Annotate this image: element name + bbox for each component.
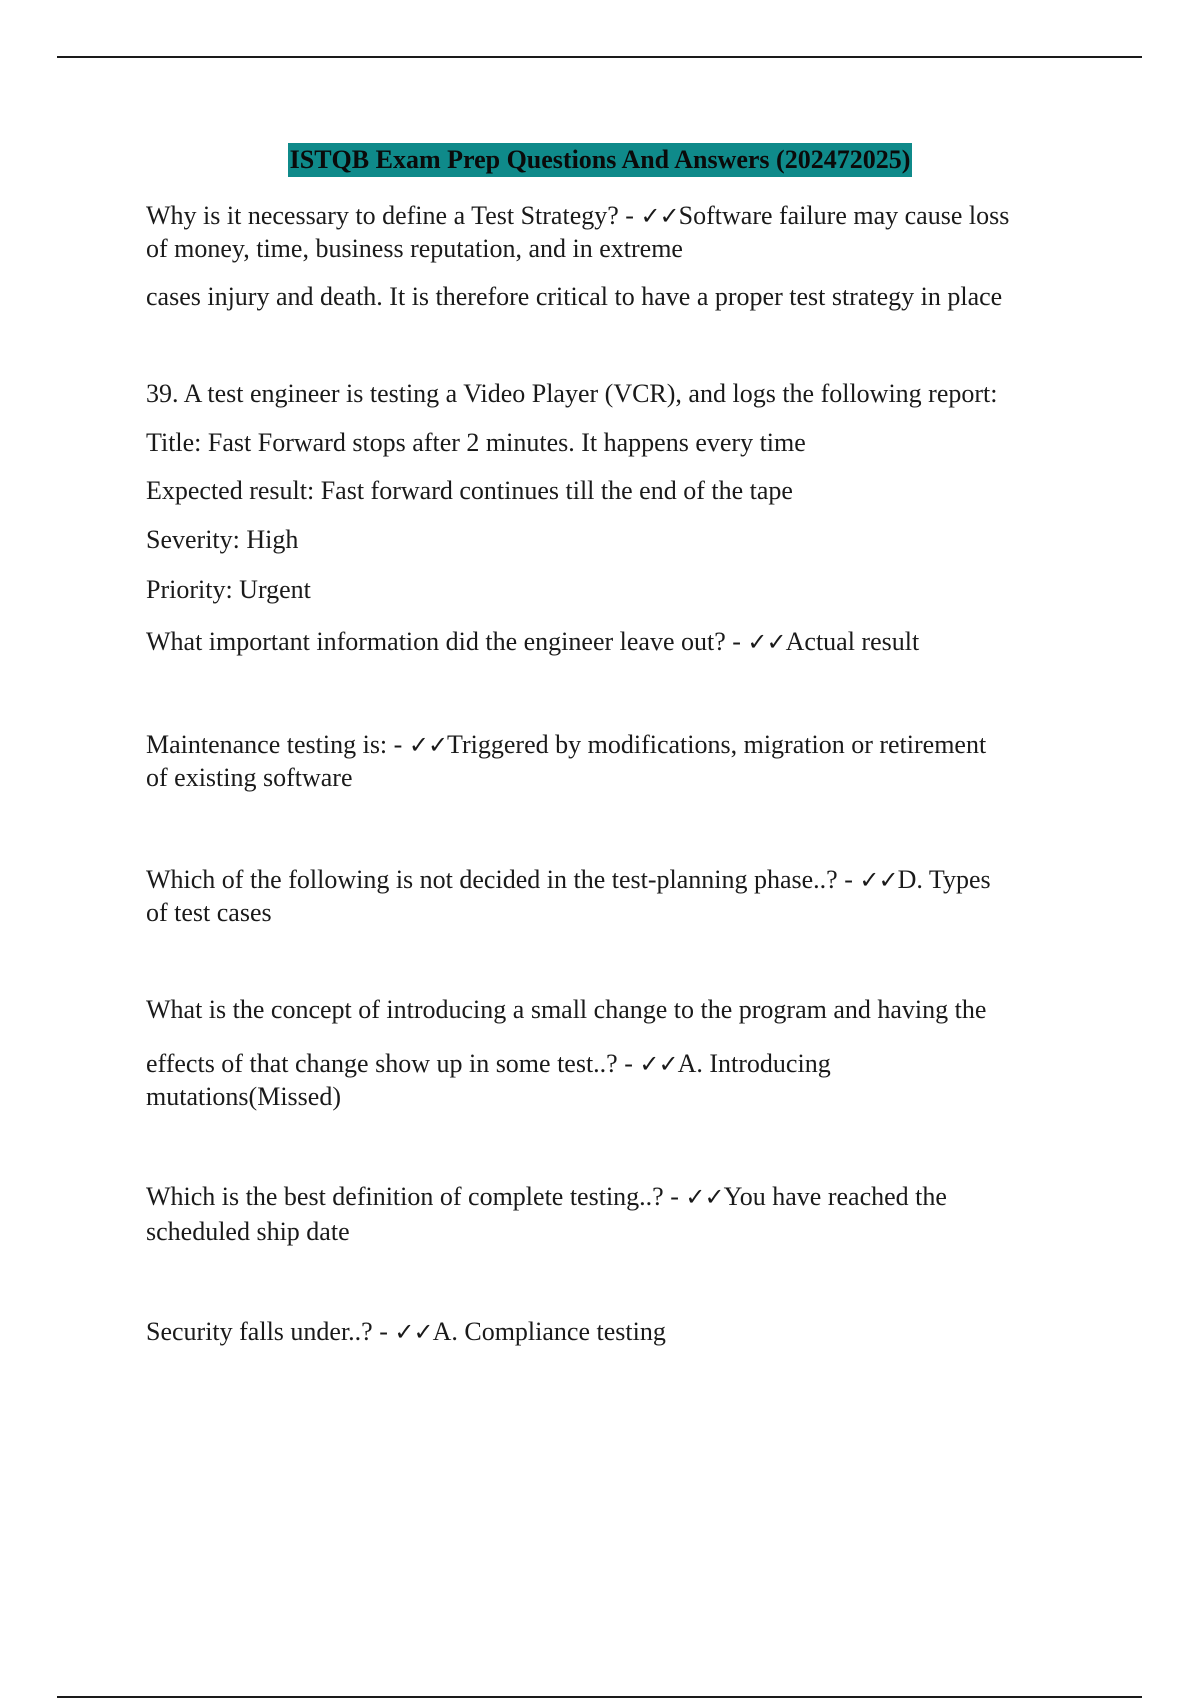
- qa-2-answer: Triggered by modifications, migration or retirement: [447, 730, 987, 759]
- double-check-icon: ✓✓: [408, 731, 448, 759]
- qa-5-line-2: scheduled ship date: [146, 1217, 350, 1246]
- qa-2-line-1: [146, 728, 1106, 762]
- qa-3-line-1: [146, 863, 1106, 897]
- qa-1-line-3: Expected result: Fast forward continues till the end of the tape: [146, 476, 793, 505]
- qa-2-question: Maintenance testing is: -: [146, 730, 409, 759]
- title-container: [0, 143, 1200, 177]
- qa-1-line-5: Priority: Urgent: [146, 575, 311, 604]
- qa-0-line-3: cases injury and death. It is therefore critical to have a proper test strategy in place: [146, 282, 1003, 311]
- qa-0-question: Why is it necessary to define a Test Strategy? -: [146, 201, 641, 230]
- double-check-icon: ✓✓: [640, 202, 679, 230]
- double-check-icon: ✓✓: [859, 866, 898, 894]
- qa-6-question: Security falls under..? -: [146, 1317, 395, 1346]
- qa-3-line-2: of test cases: [146, 898, 272, 927]
- qa-1-line-1: 39. A test engineer is testing a Video Player (VCR), and logs the following report:: [146, 379, 998, 408]
- header-rule: [57, 56, 1142, 58]
- qa-3-question: Which of the following is not decided in the test-planning phase..? -: [146, 865, 860, 894]
- qa-4-line-2: [146, 1047, 1106, 1081]
- qa-5-line-1: [146, 1180, 1106, 1214]
- qa-0-line-1: [146, 199, 1106, 233]
- double-check-icon: ✓✓: [639, 1050, 678, 1078]
- qa-0-line-2: of money, time, business reputation, and in extreme: [146, 234, 683, 263]
- qa-5-answer: You have reached the: [723, 1182, 947, 1211]
- qa-4-question: effects of that change show up in some test..? -: [146, 1049, 640, 1078]
- document-title: ISTQB Exam Prep Questions And Answers (202472025): [288, 143, 913, 177]
- qa-1-question: What important information did the engineer leave out? -: [146, 627, 748, 656]
- qa-2-line-2: of existing software: [146, 763, 353, 792]
- qa-6-answer: A. Compliance testing: [432, 1317, 666, 1346]
- qa-3-answer: D. Types: [897, 865, 991, 894]
- qa-1-question-line: [146, 625, 1106, 659]
- double-check-icon: ✓✓: [394, 1318, 433, 1346]
- qa-1-answer: Actual result: [785, 627, 920, 656]
- double-check-icon: ✓✓: [685, 1183, 724, 1211]
- qa-6-line-1: [146, 1315, 1106, 1349]
- qa-4-line-3: mutations(Missed): [146, 1082, 341, 1111]
- qa-4-line-1: What is the concept of introducing a small change to the program and having the: [146, 995, 987, 1024]
- footer-rule: [57, 1696, 1142, 1698]
- qa-1-line-2: Title: Fast Forward stops after 2 minutes. It happens every time: [146, 428, 806, 457]
- double-check-icon: ✓✓: [747, 628, 786, 656]
- qa-5-question: Which is the best definition of complete testing..? -: [146, 1182, 686, 1211]
- qa-0-answer: Software failure may cause loss: [678, 201, 1010, 230]
- qa-1-line-4: Severity: High: [146, 525, 299, 554]
- qa-4-answer: A. Introducing: [677, 1049, 831, 1078]
